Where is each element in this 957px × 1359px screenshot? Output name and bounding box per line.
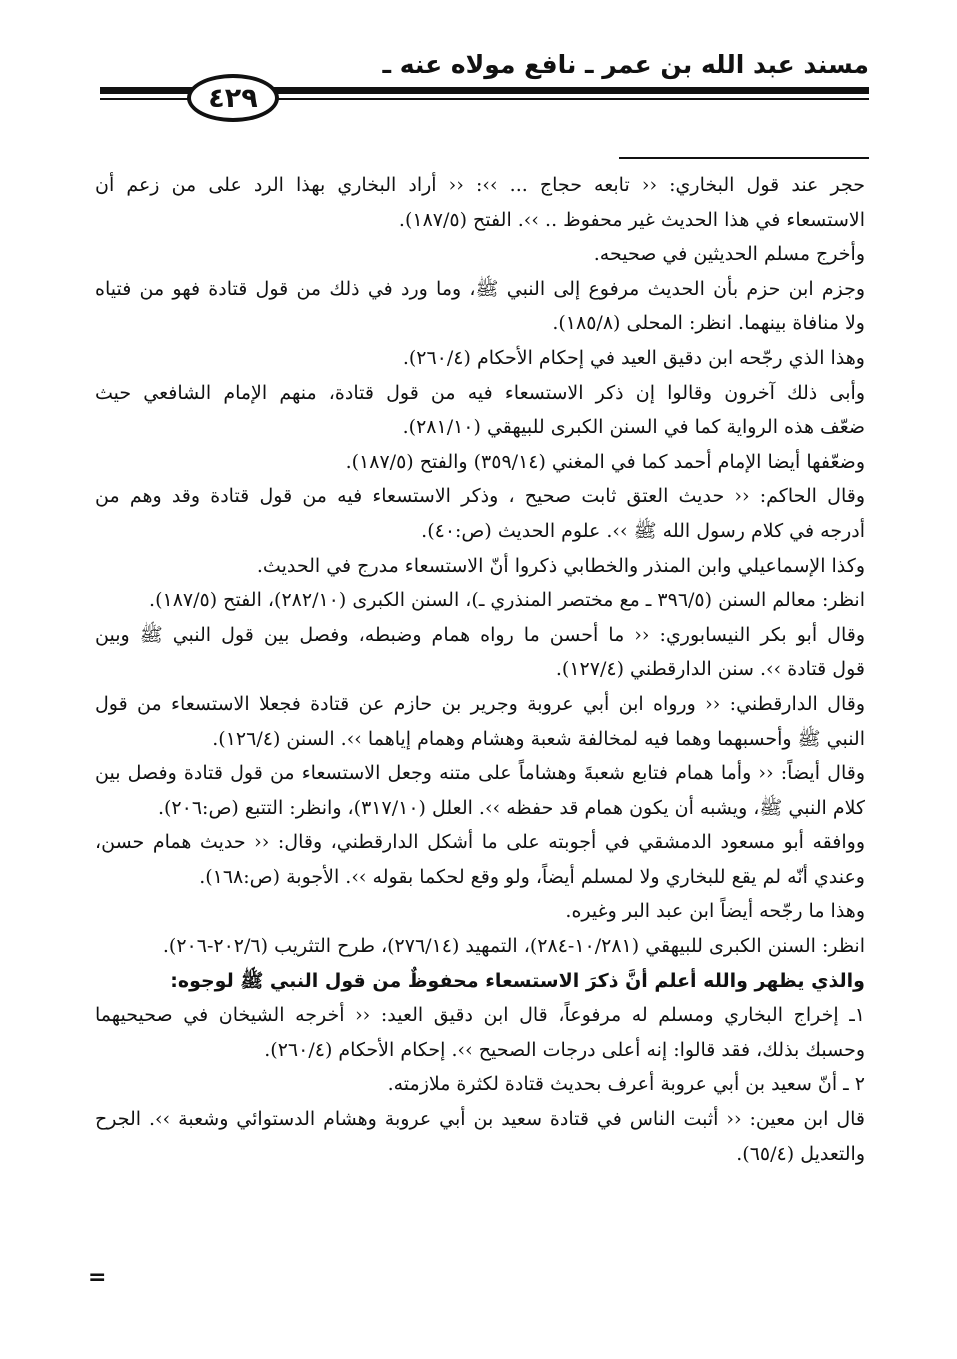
text-line: حجر عند قول البخاري: ‹‹ تابعه حجاج ... ››: ‹‹ أراد البخاري بهذا الرد على من زعم أن xyxy=(95,174,865,196)
text-line: ولا منافاة بينهما. انظر: المحلى (١٨٥/٨). xyxy=(552,312,865,335)
text-line: وهذا الذي رجّحه ابن دقيق العيد في إحكام الأحكام (٢٦٠/٤). xyxy=(402,346,865,369)
footnote-separator-rule xyxy=(619,157,869,159)
continuation-mark: = xyxy=(88,1265,107,1290)
running-title: مسند عبد الله بن عمر ـ نافع مولاه عنه ـ xyxy=(382,50,869,79)
text-line: وقال أبو بكر النيسابوري: ‹‹ ما أحسن ما رواه همام وضبطه، وفصل بين قول النبي ﷺ وبين xyxy=(95,623,865,646)
text-line: وضعّفها أيضا الإمام أحمد كما في المغني (٣٥٩/١٤) والفتح (١٨٧/٥). xyxy=(345,450,865,473)
page-number-badge xyxy=(187,74,279,122)
text-line: وحسبك بذلك، فقد قالوا: إنه أعلى درجات الصحيح ››. إحكام الأحكام (٢٦٠/٤). xyxy=(264,1038,865,1061)
footnote-text-block xyxy=(95,168,865,1171)
page-number: ٤٢٩ xyxy=(208,82,258,114)
text-line: انظر: معالم السنن (٣٩٦/٥ ـ مع مختصر المنذري ـ)، السنن الكبرى (٢٨٢/١٠)، الفتح (١٨٧/٥). xyxy=(149,589,865,612)
text-line: والتعديل (٦٥/٤). xyxy=(736,1142,865,1165)
text-line: كلام النبي ﷺ، ويشبه أن يكون همام قد حفظه ››. العلل (٣١٧/١٠)، وانظر: التتبع (ص:٢٠٦). xyxy=(157,796,865,819)
text-line: ٢ ـ أنّ سعيد بن أبي عروبة أعرف بحديث قتادة لكثرة ملازمته. xyxy=(387,1073,865,1096)
text-line: وهذا ما رجّحه أيضاً ابن عبد البر وغيره. xyxy=(565,900,865,923)
bold-conclusion-line: والذي يظهر والله أعلم أنَّ ذكرَ الاستسعاء محفوظٌ من قول النبي ﷺ لوجوه: xyxy=(170,969,865,992)
text-line: وقال الحاكم: ‹‹ حديث العتق ثابت صحيح ، وذكر الاستسعاء فيه من قول قتادة وقد وهم من xyxy=(95,485,865,508)
text-line: ١ـ إخراج البخاري ومسلم له مرفوعاً، قال ابن دقيق العيد: ‹‹ أخرجه الشيخان في صحيحيهما xyxy=(95,1004,865,1027)
text-line: وأخرج مسلم الحديثين في صحيحه. xyxy=(593,243,865,266)
text-line: وعندي أنّه لم يقع للبخاري ولا لمسلم أيضاً، ولو وقع لحكما بقوله ››. الأجوبة (ص:١٦٨). xyxy=(199,865,865,888)
text-line: قول قتادة ››. سنن الدارقطني (١٢٧/٤). xyxy=(555,658,865,681)
text-line: ووافقه أبو مسعود الدمشقي في أجوبته على ما أشكل الدارقطني، وقال: ‹‹ حديث همام حسن، xyxy=(95,831,865,854)
text-line: وقال الدارقطني: ‹‹ ورواه ابن أبي عروبة وجرير بن حازم عن قتادة فجعلا الاستسعاء من قول xyxy=(95,692,865,715)
text-line: قال ابن معين: ‹‹ أثبت الناس في قتادة سعيد بن أبي عروبة وهشام الدستوائي وشعبة ››. الجرح xyxy=(95,1108,865,1131)
text-line: وأبى ذلك آخرون وقالوا إن ذكر الاستسعاء فيه من قول قتادة، منهم الإمام الشافعي حيث xyxy=(95,381,865,404)
text-line: انظر: السنن الكبرى للبيهقي (١٠/٢٨١-٢٨٤)، التمهيد (٢٧٦/١٤)، طرح التثريب (٢٠٢/٦-٢٠٦). xyxy=(162,935,865,958)
text-line: وقال أيضاً: ‹‹ وأما همام فتابع شعبةَ وهشاماً على متنه وجعل الاستسعاء من قول قتادة وفصل بين xyxy=(95,762,865,785)
text-line: الاستسعاء في هذا الحديث غير محفوظ .. ››. الفتح (١٨٧/٥). xyxy=(398,208,865,231)
text-line: وكذا الإسماعيلي وابن المنذر والخطابي ذكروا أنّ الاستسعاء مدرج في الحديث. xyxy=(256,554,865,577)
text-line: النبي ﷺ وأحسبهما وهما فيه لمخالفة شعبة وهشام وهمام إياهما ››. السنن (١٢٦/٤). xyxy=(212,727,865,750)
text-line: ضعّف هذه الرواية كما في السنن الكبرى للبيهقي (٢٨١/١٠). xyxy=(402,416,865,439)
text-line: أدرجه في كلام رسول الله ﷺ ››. علوم الحديث (ص:٤٠). xyxy=(421,519,865,542)
text-line: وجزم ابن حزم بأن الحديث مرفوع إلى النبي ﷺ، وما ورد في ذلك من قول قتادة فهو من فتياه xyxy=(95,277,865,300)
